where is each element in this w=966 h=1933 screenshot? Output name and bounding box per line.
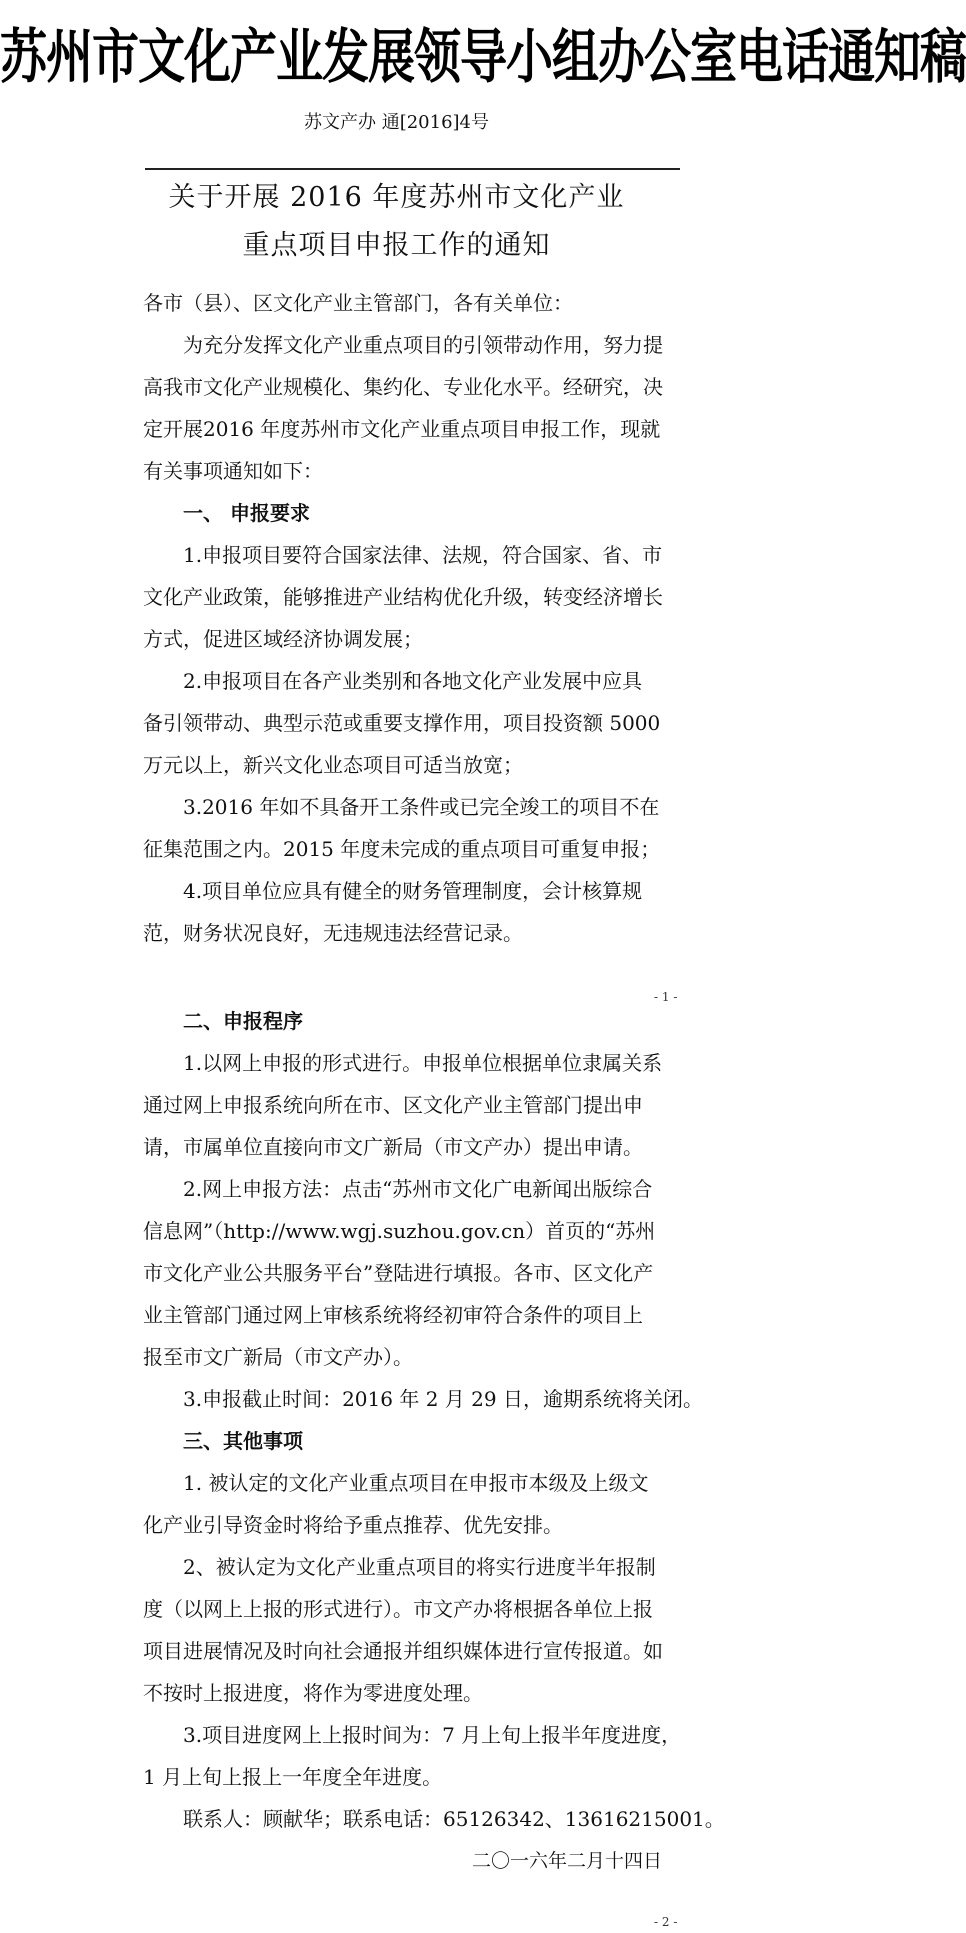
paragraph-line: 定开展2016 年度苏州市文化产业重点项目申报工作，现就 (143, 417, 661, 441)
paragraph-line: 不按时上报进度，将作为零进度处理。 (143, 1681, 483, 1705)
section-heading-other-matters: 三、其他事项 (143, 1429, 303, 1453)
paragraph-line: 化产业引导资金时将给予重点推荐、优先安排。 (143, 1513, 563, 1537)
paragraph-line: 1.以网上申报的形式进行。申报单位根据单位隶属关系 (143, 1051, 663, 1075)
paragraph-line: 征集范围之内。2015 年度未完成的重点项目可重复申报； (143, 837, 661, 861)
paragraph-line: 4.项目单位应具有健全的财务管理制度，会计核算规 (143, 879, 643, 903)
paragraph-line: 有关事项通知如下： (143, 459, 323, 483)
paragraph-line: 报至市文广新局（市文产办）。 (143, 1345, 413, 1369)
paragraph-line: 请，市属单位直接向市文广新局（市文产办）提出申请。 (143, 1135, 643, 1159)
paragraph-line: 万元以上，新兴文化业态项目可适当放宽； (143, 753, 523, 777)
paragraph-line: 3.2016 年如不具备开工条件或已完全竣工的项目不在 (143, 795, 660, 819)
section-heading-procedure: 二、申报程序 (143, 1009, 303, 1033)
paragraph-line: 2.申报项目在各产业类别和各地文化产业发展中应具 (143, 669, 643, 693)
paragraph-line: 2、被认定为文化产业重点项目的将实行进度半年报制 (143, 1555, 656, 1579)
paragraph-line: 3.申报截止时间：2016 年 2 月 29 日，逾期系统将关闭。 (143, 1387, 703, 1411)
signature-date: 二〇一六年二月十四日 (472, 1850, 663, 1872)
paragraph-line: 文化产业政策，能够推进产业结构优化升级，转变经济增长 (143, 585, 663, 609)
paragraph-line: 1.申报项目要符合国家法律、法规，符合国家、省、市 (143, 543, 663, 567)
document-header-title: 苏州市文化产业发展领导小组办公室电话通知稿 (0, 23, 966, 92)
paragraph-line: 信息网”（http://www.wgj.suzhou.gov.cn）首页的“苏州 (143, 1219, 656, 1243)
salutation: 各市（县）、区文化产业主管部门，各有关单位： (143, 291, 573, 315)
paragraph-line: 方式，促进区域经济协调发展； (143, 627, 423, 651)
page-number: - 1 - (654, 990, 678, 1004)
paragraph-line: 度（以网上上报的形式进行）。市文产办将根据各单位上报 (143, 1597, 653, 1621)
paragraph-line: 3.项目进度网上上报时间为：7 月上旬上报半年度进度， (143, 1723, 682, 1747)
paragraph-line: 2.网上申报方法：点击“苏州市文化广电新闻出版综合 (143, 1177, 653, 1201)
paragraph-line: 业主管部门通过网上审核系统将经初审符合条件的项目上 (143, 1303, 643, 1327)
paragraph-line: 通过网上申报系统向所在市、区文化产业主管部门提出申 (143, 1093, 643, 1117)
paragraph-line: 为充分发挥文化产业重点项目的引领带动作用，努力提 (143, 333, 663, 357)
paragraph-line: 1 月上旬上报上一年度全年进度。 (143, 1765, 443, 1789)
paragraph-line: 项目进展情况及时向社会通报并组织媒体进行宣传报道。如 (143, 1639, 663, 1663)
paragraph-line: 高我市文化产业规模化、集约化、专业化水平。经研究，决 (143, 375, 663, 399)
document-number: 苏文产办 通[2016]4号 (303, 112, 490, 133)
notice-title-line-1: 关于开展 2016 年度苏州市文化产业 (168, 182, 625, 213)
notice-title-line-2: 重点项目申报工作的通知 (242, 230, 551, 261)
page-number: - 2 - (654, 1915, 678, 1929)
paragraph-line: 备引领带动、典型示范或重要支撑作用，项目投资额 5000 (143, 711, 661, 735)
paragraph-line: 市文化产业公共服务平台”登陆进行填报。各市、区文化产 (143, 1261, 654, 1285)
contact-line: 联系人：顾献华；联系电话：65126342、13616215001。 (143, 1807, 725, 1831)
paragraph-line: 范，财务状况良好，无违规违法经营记录。 (143, 921, 523, 945)
section-heading-requirements: 一、 申报要求 (143, 501, 310, 525)
paragraph-line: 1. 被认定的文化产业重点项目在申报市本级及上级文 (143, 1471, 649, 1495)
header-divider (145, 168, 680, 170)
